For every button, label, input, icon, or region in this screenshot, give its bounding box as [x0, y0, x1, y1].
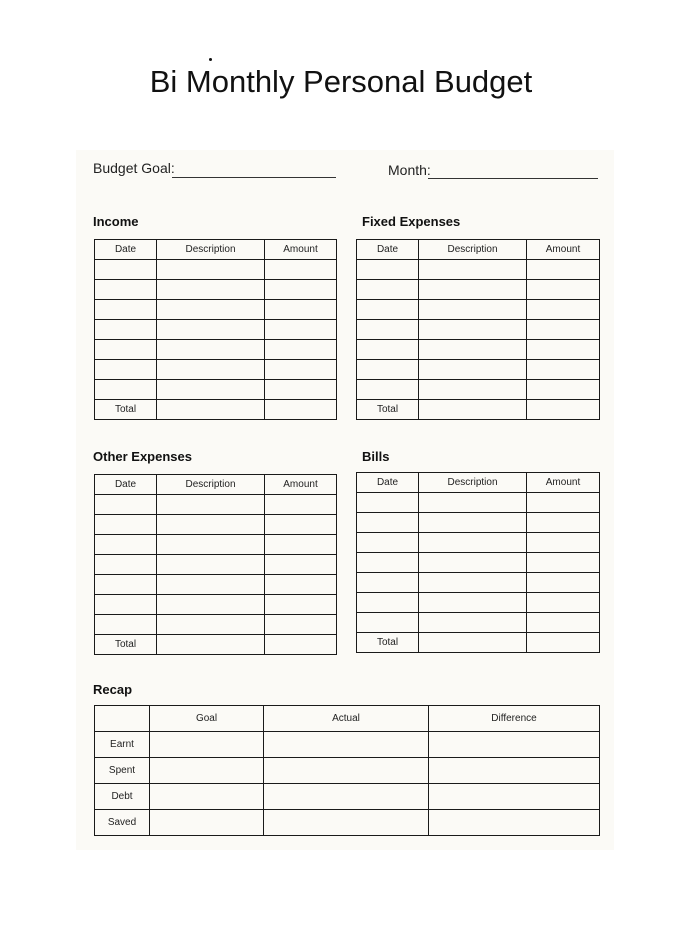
page-title: Bi Monthly Personal Budget: [149, 64, 533, 99]
entry-cell[interactable]: [357, 340, 419, 360]
table-row: [95, 535, 337, 555]
entry-cell[interactable]: [419, 493, 527, 513]
table-row: [95, 595, 337, 615]
entry-cell[interactable]: [157, 380, 265, 400]
entry-cell[interactable]: [95, 360, 157, 380]
entry-cell[interactable]: [95, 515, 157, 535]
total-cell[interactable]: [157, 400, 265, 420]
entry-cell[interactable]: [265, 515, 337, 535]
recap-table: [94, 705, 600, 836]
table-row: [95, 340, 337, 360]
entry-cell[interactable]: [265, 260, 337, 280]
recap-cell[interactable]: [264, 810, 429, 836]
recap-title: Recap: [93, 682, 133, 697]
recap-cell[interactable]: [150, 784, 264, 810]
entry-cell[interactable]: [357, 260, 419, 280]
entry-cell[interactable]: [357, 533, 419, 553]
entry-cell[interactable]: [157, 320, 265, 340]
table-row: [357, 320, 600, 340]
entry-cell[interactable]: [157, 260, 265, 280]
total-cell[interactable]: [157, 635, 265, 655]
entry-cell[interactable]: [527, 493, 600, 513]
column-header: Date: [357, 240, 419, 260]
stray-dot: [209, 58, 212, 61]
entry-cell[interactable]: [95, 260, 157, 280]
table-row: [95, 515, 337, 535]
recap-cell[interactable]: [264, 732, 429, 758]
entry-cell[interactable]: [265, 495, 337, 515]
entry-cell[interactable]: [419, 380, 527, 400]
total-cell[interactable]: [527, 633, 600, 653]
total-cell[interactable]: [419, 400, 527, 420]
recap-cell[interactable]: [429, 758, 600, 784]
column-header: Amount: [265, 475, 337, 495]
entry-cell[interactable]: [357, 360, 419, 380]
table-row: [357, 380, 600, 400]
recap-row: [95, 758, 600, 784]
total-row: [95, 400, 337, 420]
recap-cell[interactable]: [150, 732, 264, 758]
entry-cell[interactable]: [527, 513, 600, 533]
entry-cell[interactable]: [265, 280, 337, 300]
entry-cell[interactable]: [419, 553, 527, 573]
recap-cell[interactable]: [264, 758, 429, 784]
column-header: Description: [157, 475, 265, 495]
table-row: [357, 553, 600, 573]
entry-cell[interactable]: [157, 280, 265, 300]
table-row: [357, 340, 600, 360]
column-header: Difference: [429, 706, 600, 732]
table-row: [95, 495, 337, 515]
entry-cell[interactable]: [157, 595, 265, 615]
table-row: [357, 613, 600, 633]
entry-cell[interactable]: [357, 573, 419, 593]
income-title: Income: [93, 214, 139, 229]
table-row: [357, 573, 600, 593]
entry-cell[interactable]: [265, 360, 337, 380]
column-header: Actual: [264, 706, 429, 732]
table-header-row: [95, 240, 337, 260]
entry-cell[interactable]: [95, 495, 157, 515]
total-label: Total: [357, 400, 419, 420]
recap-header-row: [95, 706, 600, 732]
entry-cell[interactable]: [95, 380, 157, 400]
recap-cell[interactable]: [150, 758, 264, 784]
entry-cell[interactable]: [419, 260, 527, 280]
entry-cell[interactable]: [95, 595, 157, 615]
entry-cell[interactable]: [527, 260, 600, 280]
entry-cell[interactable]: [265, 575, 337, 595]
recap-row: [95, 784, 600, 810]
entry-cell[interactable]: [157, 575, 265, 595]
fixed-expenses-table: [356, 239, 600, 420]
entry-cell[interactable]: [265, 380, 337, 400]
table-header-row: [357, 473, 600, 493]
other-expenses-title: Other Expenses: [93, 449, 192, 464]
entry-cell[interactable]: [157, 515, 265, 535]
total-cell[interactable]: [265, 635, 337, 655]
total-label: Total: [95, 400, 157, 420]
total-label: Total: [95, 635, 157, 655]
entry-cell[interactable]: [419, 593, 527, 613]
recap-row: [95, 732, 600, 758]
entry-cell[interactable]: [157, 615, 265, 635]
entry-cell[interactable]: [527, 573, 600, 593]
entry-cell[interactable]: [265, 535, 337, 555]
table-row: [357, 493, 600, 513]
other-expenses-table: [94, 474, 337, 655]
recap-cell[interactable]: [429, 810, 600, 836]
budget-goal-label: Budget Goal:: [93, 160, 175, 176]
column-header: Date: [357, 473, 419, 493]
entry-cell[interactable]: [157, 495, 265, 515]
entry-cell[interactable]: [157, 535, 265, 555]
entry-cell[interactable]: [357, 553, 419, 573]
entry-cell[interactable]: [357, 513, 419, 533]
table-row: [95, 575, 337, 595]
entry-cell[interactable]: [265, 615, 337, 635]
entry-cell[interactable]: [157, 300, 265, 320]
entry-cell[interactable]: [419, 340, 527, 360]
entry-cell[interactable]: [95, 320, 157, 340]
column-header: Amount: [265, 240, 337, 260]
entry-cell[interactable]: [265, 320, 337, 340]
total-row: [357, 633, 600, 653]
entry-cell[interactable]: [265, 340, 337, 360]
column-header: Description: [157, 240, 265, 260]
entry-cell[interactable]: [527, 380, 600, 400]
entry-cell[interactable]: [265, 300, 337, 320]
entry-cell[interactable]: [95, 340, 157, 360]
entry-cell[interactable]: [527, 613, 600, 633]
entry-cell[interactable]: [357, 380, 419, 400]
bills-title: Bills: [362, 449, 390, 464]
entry-cell[interactable]: [95, 555, 157, 575]
entry-cell[interactable]: [357, 320, 419, 340]
entry-cell[interactable]: [527, 300, 600, 320]
table-header-row: [95, 475, 337, 495]
table-row: [95, 260, 337, 280]
entry-cell[interactable]: [419, 320, 527, 340]
column-header: Date: [95, 475, 157, 495]
column-header: Goal: [150, 706, 264, 732]
table-row: [357, 260, 600, 280]
entry-cell[interactable]: [95, 575, 157, 595]
table-row: [95, 360, 337, 380]
entry-cell[interactable]: [527, 553, 600, 573]
recap-cell[interactable]: [429, 732, 600, 758]
table-row: [95, 615, 337, 635]
table-row: [95, 320, 337, 340]
entry-cell[interactable]: [265, 595, 337, 615]
table-row: [357, 593, 600, 613]
table-header-row: [357, 240, 600, 260]
recap-row-label: Saved: [95, 810, 150, 836]
entry-cell[interactable]: [527, 320, 600, 340]
table-row: [357, 513, 600, 533]
entry-cell[interactable]: [357, 613, 419, 633]
income-table: [94, 239, 337, 420]
entry-cell[interactable]: [357, 300, 419, 320]
entry-cell[interactable]: [157, 360, 265, 380]
budget-goal-field[interactable]: [172, 177, 336, 178]
total-label: Total: [357, 633, 419, 653]
table-row: [357, 533, 600, 553]
recap-cell[interactable]: [150, 810, 264, 836]
recap-cell[interactable]: [429, 784, 600, 810]
bills-table: [356, 472, 600, 653]
recap-row-label: Spent: [95, 758, 150, 784]
entry-cell[interactable]: [419, 513, 527, 533]
recap-row: [95, 810, 600, 836]
column-header: Amount: [527, 240, 600, 260]
entry-cell[interactable]: [527, 280, 600, 300]
month-label: Month:: [388, 162, 431, 178]
total-cell[interactable]: [419, 633, 527, 653]
month-field[interactable]: [428, 178, 598, 179]
entry-cell[interactable]: [419, 300, 527, 320]
entry-cell[interactable]: [419, 533, 527, 553]
table-row: [95, 380, 337, 400]
entry-cell[interactable]: [527, 340, 600, 360]
entry-cell[interactable]: [157, 340, 265, 360]
table-row: [357, 280, 600, 300]
entry-cell[interactable]: [419, 613, 527, 633]
recap-row-label: Debt: [95, 784, 150, 810]
recap-cell[interactable]: [264, 784, 429, 810]
entry-cell[interactable]: [527, 360, 600, 380]
entry-cell[interactable]: [265, 555, 337, 575]
column-header: Description: [419, 473, 527, 493]
entry-cell[interactable]: [527, 593, 600, 613]
column-header: [95, 706, 150, 732]
total-row: [357, 400, 600, 420]
column-header: Date: [95, 240, 157, 260]
recap-row-label: Earnt: [95, 732, 150, 758]
entry-cell[interactable]: [419, 573, 527, 593]
entry-cell[interactable]: [95, 615, 157, 635]
budget-sheet: [76, 150, 614, 850]
entry-cell[interactable]: [527, 533, 600, 553]
entry-cell[interactable]: [357, 280, 419, 300]
fixed-expenses-title: Fixed Expenses: [362, 214, 461, 229]
entry-cell[interactable]: [419, 360, 527, 380]
entry-cell[interactable]: [419, 280, 527, 300]
entry-cell[interactable]: [157, 555, 265, 575]
total-cell[interactable]: [527, 400, 600, 420]
column-header: Amount: [527, 473, 600, 493]
table-row: [95, 280, 337, 300]
table-row: [357, 300, 600, 320]
column-header: Description: [419, 240, 527, 260]
total-cell[interactable]: [265, 400, 337, 420]
entry-cell[interactable]: [95, 300, 157, 320]
entry-cell[interactable]: [95, 280, 157, 300]
entry-cell[interactable]: [95, 535, 157, 555]
table-row: [357, 360, 600, 380]
entry-cell[interactable]: [357, 593, 419, 613]
table-row: [95, 555, 337, 575]
table-row: [95, 300, 337, 320]
entry-cell[interactable]: [357, 493, 419, 513]
total-row: [95, 635, 337, 655]
